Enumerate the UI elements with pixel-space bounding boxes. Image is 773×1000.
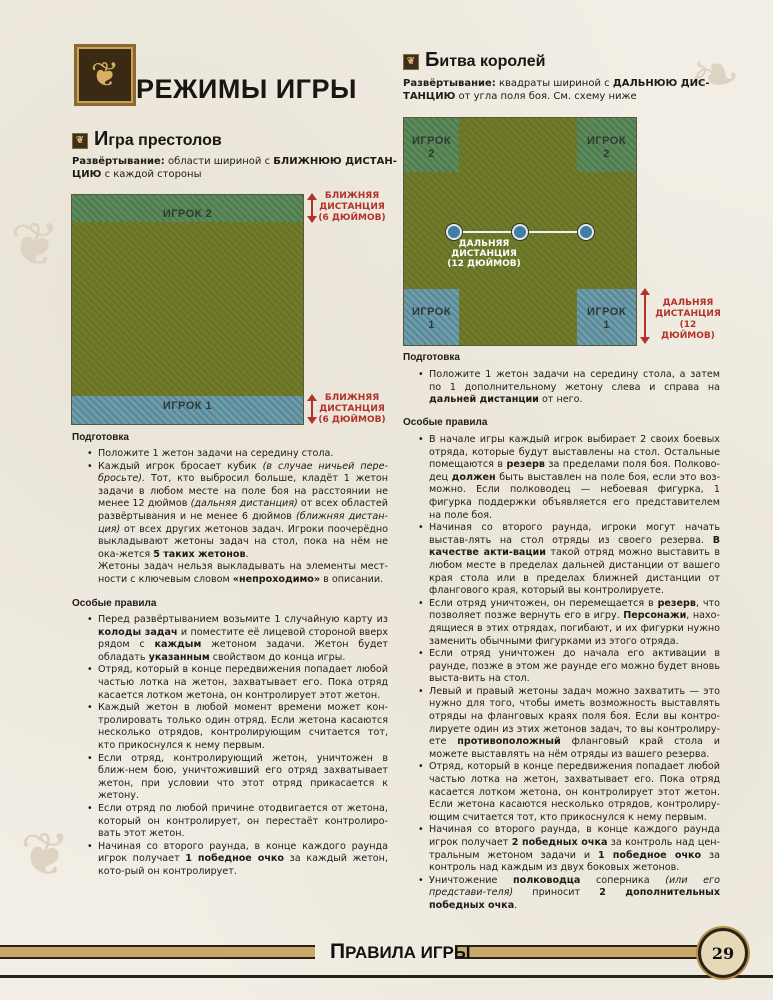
zone-label: ИГРОК 2 bbox=[586, 135, 627, 160]
rules-heading: Особые правила bbox=[403, 417, 488, 428]
page-title: РЕЖИМЫ ИГРЫ bbox=[136, 74, 357, 104]
list-item: • Положите 1 жетон задачи на середину стола, а затем по 1 дополнительному жетону слева и справа на дальней дистанции от него. bbox=[417, 369, 720, 407]
range-arrow-icon bbox=[311, 395, 313, 423]
section-bullet-icon: ❦ bbox=[403, 54, 419, 70]
list-item: • Уничтожение полководца соперника (или его представи-теля) приносит 2 дополнительных победных очка. bbox=[417, 875, 720, 913]
list-item: • В начале игры каждый игрок выбирает 2 своих боевых отряда, которые будут выставлены на стол. Остальные помещаются в резерв за пределами поля боя. Полково-дец должен быть выставлен на поле боя, если это воз-можно. Если полководец — небоевая фигурка, 1 фигурка поддержки объявляется его представителем на поле боя. bbox=[417, 434, 720, 522]
battlefield-map bbox=[403, 117, 637, 346]
section-bullet-icon: ❦ bbox=[72, 133, 88, 149]
flourish-decoration: ❦ bbox=[10, 210, 61, 280]
list-item: • Каждый жетон в любой момент времени может кон-тролировать только один отряд. Если жетона касаются несколько отрядов, контролирующим считается тот, кто прикоснулся к нему первым. bbox=[86, 702, 388, 752]
list-item: • Если отряд уничтожен, он перемещается в резерв, что позволяет позже вернуть его в игру. Персонажи, нахо-дящиеся в этих отрядах, погибают, и их фигурки нужно заменить обычными фигурками из этого отряда. bbox=[417, 598, 720, 648]
flourish-decoration: ❧ bbox=[690, 40, 741, 110]
deploy-description: Развёртывание: области шириной с БЛИЖНЮЮ ДИСТАН- ЦИЮ с каждой стороны bbox=[72, 156, 397, 180]
zone-label: ИГРОК 1 bbox=[162, 400, 213, 412]
footer-scroll-right bbox=[455, 945, 700, 959]
list-item: • Если отряд уничтожен до начала его активации в раунде, позже в этом же раунде его можно будет вновь выста-вить на стол. bbox=[417, 648, 720, 686]
zone-label: ИГРОК 1 bbox=[411, 306, 452, 331]
deploy-description: Развёртывание: квадраты шириной с ДАЛЬНЮЮ ДИС- ТАНЦИЮ от угла поля боя. См. схему ниже bbox=[403, 78, 710, 102]
list-item: Жетоны задач нельзя выкладывать на элементы мест-ности с ключевым словом «непроходимо» в описании. bbox=[98, 561, 388, 585]
list-item: • Начиная со второго раунда, игроки могут начать выстав-лять на стол отряды из своего резерва. В качестве акти-вации такой отряд можно выставить в любом месте в пределах дальней дистанции от вашего края стола или в пределах ближней дистанции от флангового края, который вы контролируете. bbox=[417, 522, 720, 598]
range-label-bottom: БЛИЖНЯЯ ДИСТАНЦИЯ (6 ДЮЙМОВ) bbox=[318, 393, 386, 425]
page-number: 29 bbox=[698, 928, 748, 978]
list-item: • Каждый игрок бросает кубик (в случае ничьей пере-бросьте). Тот, кто выбросил больше, кладёт 1 жетон задачи в любом месте на поле боя на расстоянии не менее 12 дюймов (дальняя дистанция) от всех областей развёртывания и не менее 6 дюймов (ближняя дистан-ция) от всех других жетонов задач. Игроки поочерёдно выкладывают жетоны задач на стол, пока на нём не ока-жется 5 таких жетонов. bbox=[86, 461, 388, 562]
list-item: • Положите 1 жетон задачи на середину стола. bbox=[86, 448, 388, 461]
prep-list bbox=[86, 448, 388, 587]
range-label-side: ДАЛЬНЯЯ ДИСТАНЦИЯ (12 ДЮЙМОВ) bbox=[655, 298, 721, 341]
objective-token-left bbox=[446, 224, 462, 240]
list-item: • Начиная со второго раунда, в конце каждого раунда игрок получает 2 победных очка за контроль над цен-тральным жетоном задачи и 1 победное очко за контроль над каждым из двух боковых жетонов. bbox=[417, 824, 720, 874]
prep-heading: Подготовка bbox=[72, 432, 129, 443]
list-item: • Левый и правый жетоны задач можно захватить — это нужно для того, чтобы иметь возможность выставлять отряды на фланговых краях поля боя. Если вы контро-лируете один из этих жетонов задач, то вы контролиру-ете противоположный фланговый край стола и можете выставлять на нём отряды из вашего резерва. bbox=[417, 686, 720, 762]
list-item: • Перед развёртыванием возьмите 1 случайную карту из колоды задач и поместите её лицевой стороной вверх рядом с каждым жетоном задачи. Жетон будет обладать указанным свойством до конца игры. bbox=[86, 614, 388, 664]
zone-label: ИГРОК 2 bbox=[162, 208, 213, 220]
rules-list bbox=[86, 614, 388, 878]
section-title-game-of-thrones: ❦ Игра престолов bbox=[72, 128, 222, 151]
list-item: • Если отряд, контролирующий жетон, уничтожен в ближ-нем бою, уничтоживший его отряд захватывает жетон, при условии что этот отряд прикасается к жетону. bbox=[86, 753, 388, 803]
range-label-center: ДАЛЬНЯЯ ДИСТАНЦИЯ (12 ДЮЙМОВ) bbox=[447, 239, 521, 269]
objective-token-center bbox=[512, 224, 528, 240]
zone-label: ИГРОК 2 bbox=[411, 135, 452, 160]
prep-list bbox=[417, 369, 720, 407]
objective-token-right bbox=[578, 224, 594, 240]
flourish-decoration: ❦ bbox=[20, 820, 71, 890]
rules-list bbox=[417, 434, 720, 913]
zone-label: ИГРОК 1 bbox=[586, 306, 627, 331]
footer-scroll-left bbox=[0, 945, 315, 959]
list-item: • Начиная со второго раунда, в конце каждого раунда игрок получает 1 победное очко за каждый жетон, кото-рый он контролирует. bbox=[86, 841, 388, 879]
footer-divider bbox=[0, 975, 773, 978]
rules-heading: Особые правила bbox=[72, 598, 157, 609]
range-arrow-icon bbox=[644, 289, 646, 343]
range-arrow-icon bbox=[311, 194, 313, 222]
footer-title: ПРАВИЛА ИГРЫ bbox=[330, 940, 471, 963]
battlefield-map bbox=[71, 194, 304, 425]
range-label-top: БЛИЖНЯЯ ДИСТАНЦИЯ (6 ДЮЙМОВ) bbox=[318, 191, 386, 223]
section-title-battle-of-kings: ❦ Битва королей bbox=[403, 49, 545, 72]
list-item: • Отряд, который в конце передвижения попадает любой частью лотка на жетон, захватывает его. Пока отряд касается лотком жетона, он контролирует этот жетон. Если жетона касаются несколько отрядов, контролиру-ющим считается тот, кто прикоснулся к нему первым. bbox=[417, 761, 720, 824]
dragon-emblem-icon: ❦ bbox=[74, 44, 136, 106]
list-item: • Отряд, который в конце передвижения попадает любой частью лотка на жетон, захватывает его. Пока отряд касается лотком жетона, он контролирует этот жетон. bbox=[86, 664, 388, 702]
prep-heading: Подготовка bbox=[403, 352, 460, 363]
list-item: • Если отряд по любой причине отодвигается от жетона, который он контролирует, он перестаёт контролиро-вать этот жетон. bbox=[86, 803, 388, 841]
